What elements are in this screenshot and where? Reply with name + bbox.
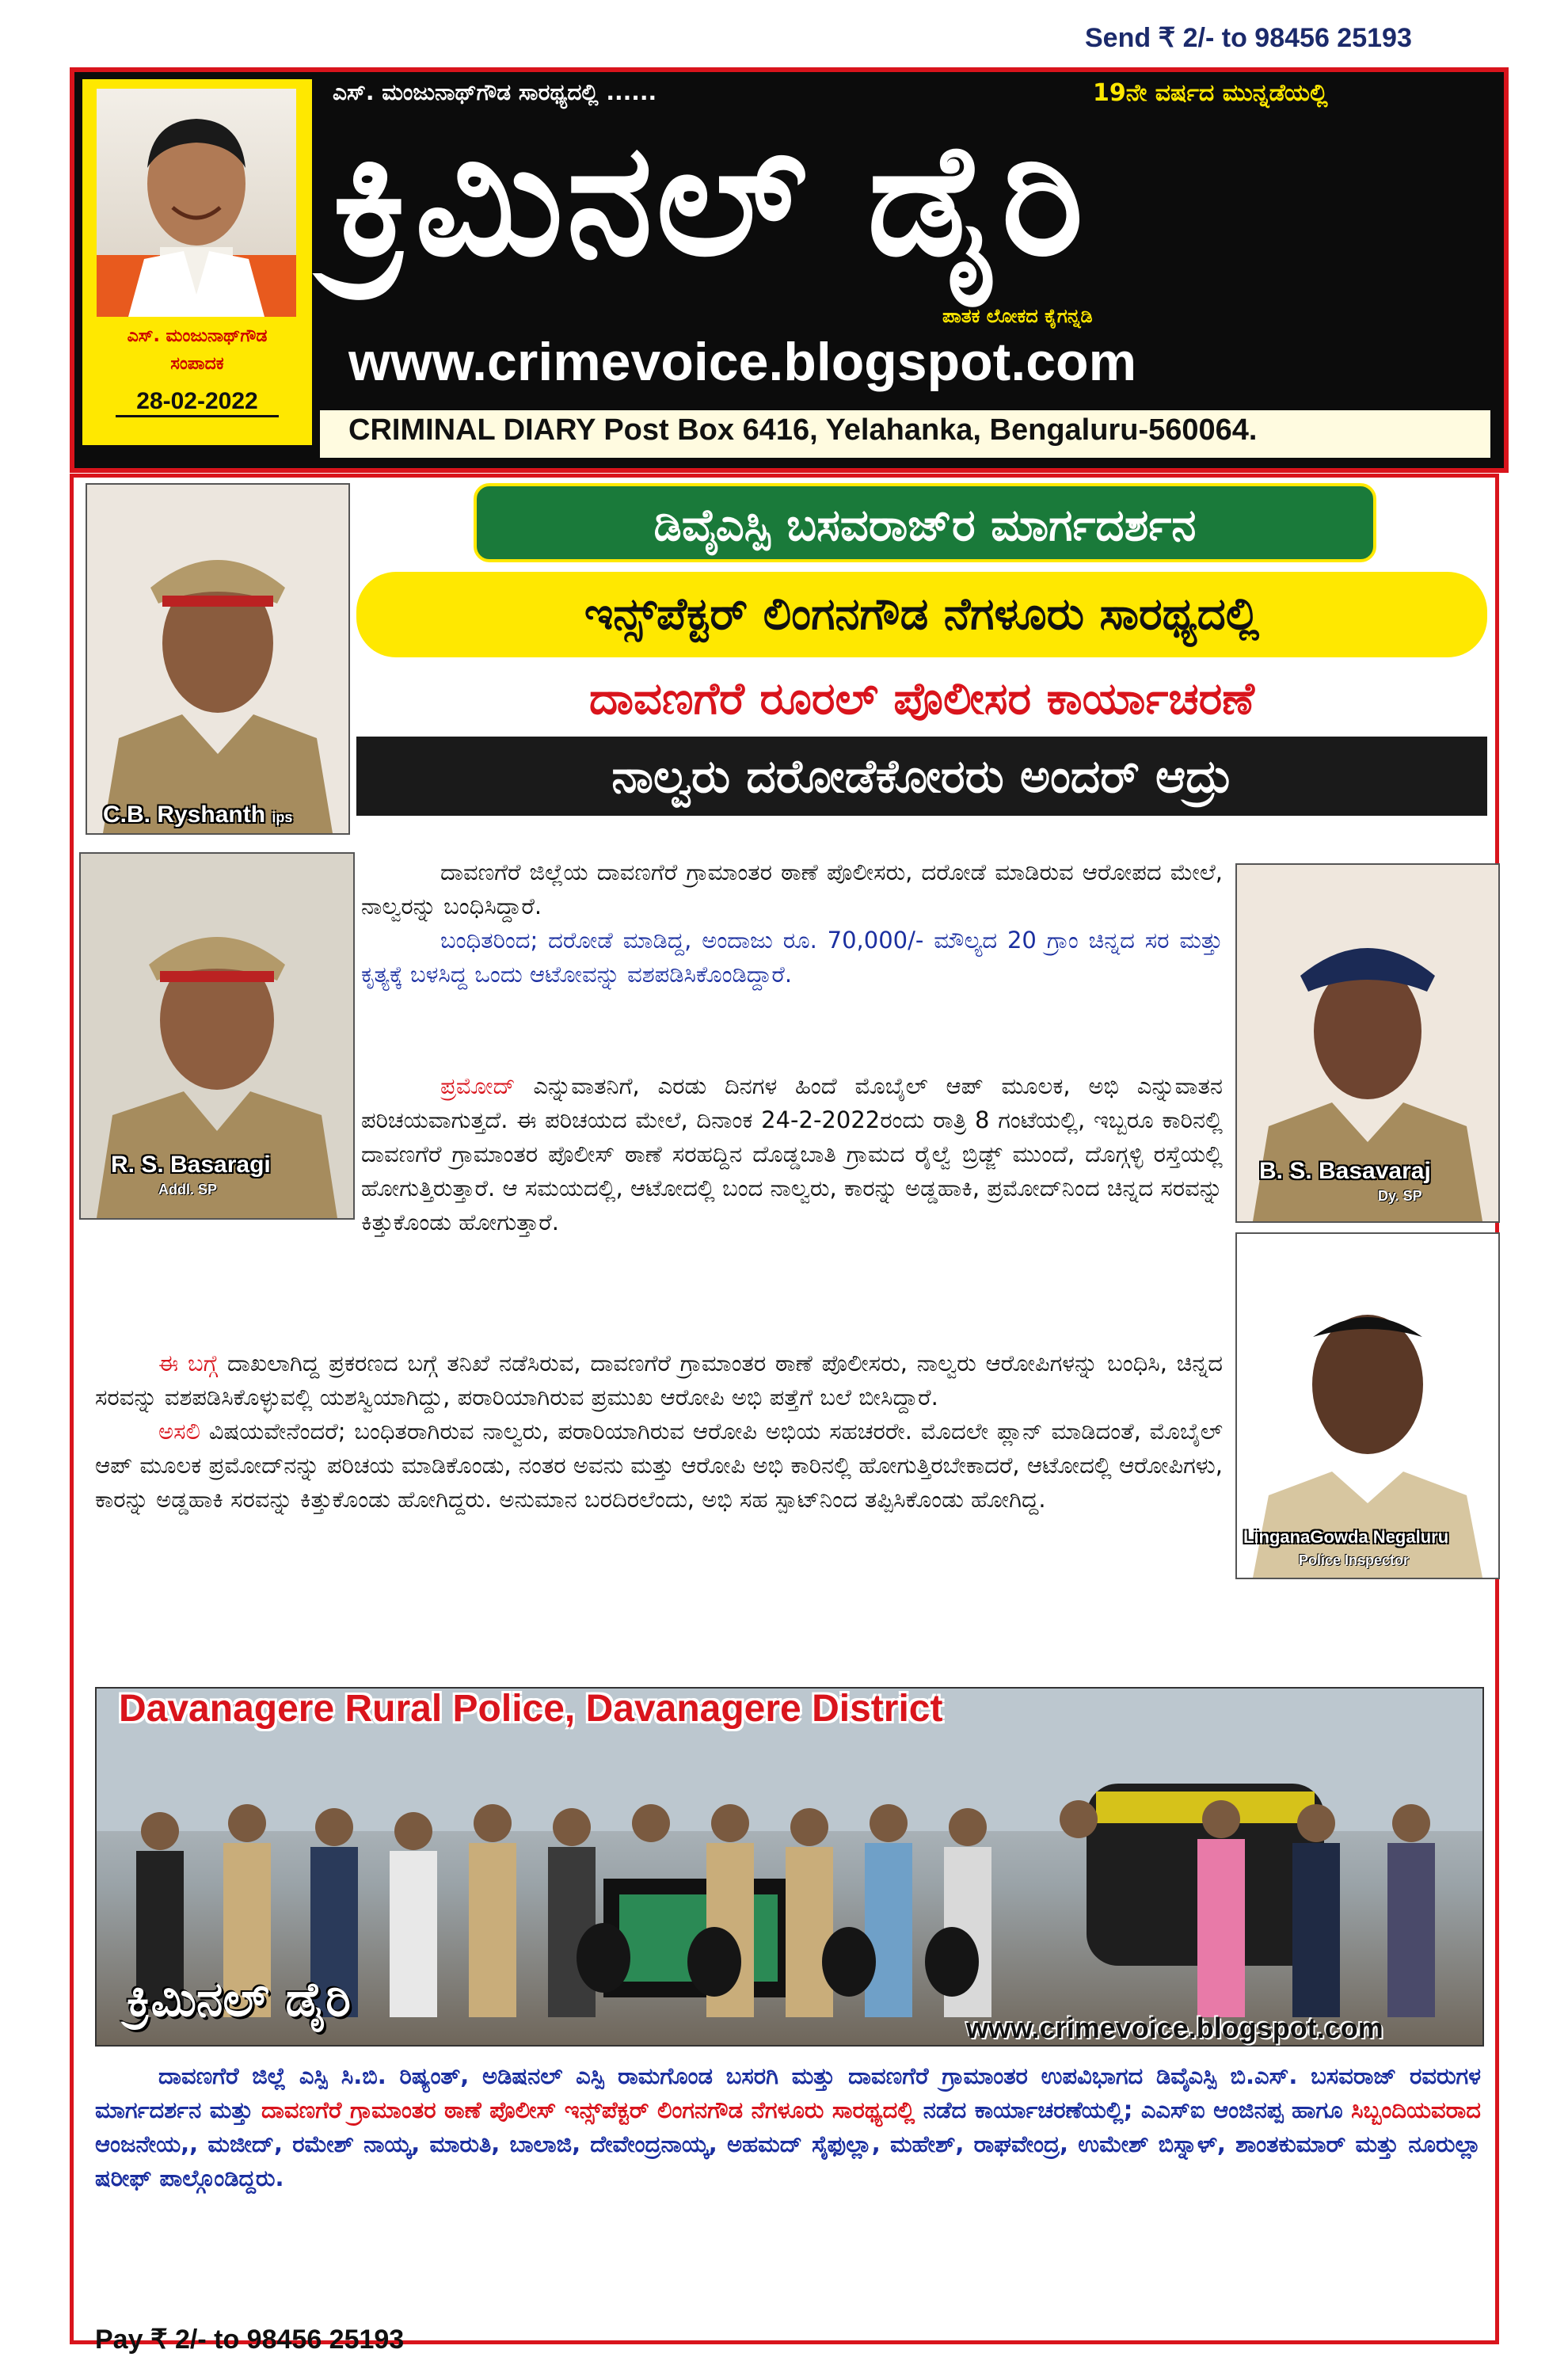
footer-part-4: ಸಿಬ್ಬಂದಿಯವರಾದ xyxy=(1351,2096,1481,2123)
photo-title-linganagowda: Police Inspector xyxy=(1299,1552,1410,1568)
masthead-tagline: ಪಾತಕ ಲೋಕದ ಕೈಗನ್ನಡಿ xyxy=(942,305,1093,327)
group-photo-title: Davanagere Rural Police, Davanagere District xyxy=(119,1688,943,1730)
masthead-subtitle-right: 19ನೇ ವರ್ಷದ ಮುನ್ನಡೆಯಲ್ಲಿ xyxy=(1093,79,1328,107)
photo-title-basaragi: Addl. SP xyxy=(158,1182,218,1198)
article-body-top xyxy=(361,855,1223,992)
article-paragraph-2: ಬಂಧಿತರಿಂದ; ದರೋಡೆ ಮಾಡಿದ್ದ, ಅಂದಾಜು ರೂ. 70,000/- ಮೌಲ್ಯದ 20 ಗ್ರಾಂ ಚಿನ್ನದ ಸರ ಮತ್ತು ಕೃತ್ಯಕ್ಕೆ ಬಳಸಿದ್ದ ಒಂದು ಆಟೋವನ್ನು ವಶಪಡಿಸಿಕೊಂಡಿದ್ದಾರೆ. xyxy=(361,927,1223,988)
headline-dysp-guidance: ಡಿವೈಎಸ್ಪಿ ಬಸವರಾಜ್‌ರ ಮಾರ್ಗದರ್ಶನ xyxy=(474,483,1376,562)
footer-credits xyxy=(95,2059,1481,2195)
issue-date: 28-02-2022 xyxy=(116,388,279,417)
article-paragraph-4 xyxy=(95,1346,1223,1415)
footer-part-3: ನಡೆದ ಕಾರ್ಯಾಚರಣೆಯಲ್ಲಿ; ಎಎಸ್‌ಐ ಆಂಜಿನಪ್ಪ ಹಾಗೂ xyxy=(915,2096,1352,2123)
paragraph-5-lead: ಅಸಲಿ xyxy=(158,1418,200,1445)
footer-part-2: ದಾವಣಗೆರೆ ಗ್ರಾಮಾಂತರ ಠಾಣೆ ಪೊಲೀಸ್ ಇನ್ಸ್‌ಪೆಕ್ಟರ್ ಲಿಂಗನಗೌಡ ನೆಗಳೂರು ಸಾರಥ್ಯದಲ್ಲಿ xyxy=(261,2096,915,2123)
editor-role: ಸಂಪಾದಕ xyxy=(170,354,224,374)
postal-address: CRIMINAL DIARY Post Box 6416, Yelahanka, Bengaluru-560064. xyxy=(348,413,1258,447)
paragraph-4-text: ದಾಖಲಾಗಿದ್ದ ಪ್ರಕರಣದ ಬಗ್ಗೆ ತನಿಖೆ ನಡೆಸಿರುವ, ದಾವಣಗೆರೆ ಗ್ರಾಮಾಂತರ ಠಾಣೆ ಪೊಲೀಸರು, ನಾಲ್ವರು ಆರೋಪಿಗಳನ್ನು ಬಂಧಿಸಿ, ಚಿನ್ನದ ಸರವನ್ನು ವಶಪಡಿಸಿಕೊಳ್ಳುವಲ್ಲಿ ಯಶಸ್ವಿಯಾಗಿದ್ದು, ಪರಾರಿಯಾಗಿರುವ ಪ್ರಮುಖ ಆರೋಪಿ ಅಭಿ ಪತ್ತೆಗೆ ಬಲೆ ಬೀಸಿದ್ದಾರೆ. xyxy=(95,1350,1223,1411)
paragraph-3-text: ಎನ್ನುವಾತನಿಗೆ, ಎರಡು ದಿನಗಳ ಹಿಂದೆ ಮೊಬೈಲ್ ಆಪ್ ಮೂಲಕ, ಅಭಿ ಎನ್ನುವಾತನ ಪರಿಚಯವಾಗುತ್ತದೆ. ಈ ಪರಿಚಯದ ಮೇಲೆ, ದಿನಾಂಕ 24-2-2022ರಂದು ರಾತ್ರಿ 8 ಗಂಟೆಯಲ್ಲಿ, ಇಬ್ಬರೂ ಕಾರಿನಲ್ಲಿ ದಾವಣಗೆರೆ ಗ್ರಾಮಾಂತರ ಪೊಲೀಸ್ ಠಾಣೆ ಸರಹದ್ದಿನ ದೊಡ್ಡಬಾತಿ ಗ್ರಾಮದ ರೈಲ್ವೆ ಬ್ರಿಡ್ಜ್ ಮುಂದೆ, ದೊಗ್ಗಳ್ಳಿ ರಸ್ತೆಯಲ್ಲಿ ಹೋಗುತ್ತಿರುತ್ತಾರೆ. ಆ ಸಮಯದಲ್ಲಿ, ಆಟೋದಲ್ಲಿ ಬಂದ ನಾಲ್ವರು, ಕಾರನ್ನು ಅಡ್ಡಹಾಕಿ, ಪ್ರಮೋದ್‌ನಿಂದ ಚಿನ್ನದ ಸರವನ್ನು ಕಿತ್ತುಕೊಂಡು ಹೋಗುತ್ತಾರೆ. xyxy=(361,1072,1223,1236)
paragraph-4-lead: ಈ ಬಗ್ಗೆ xyxy=(158,1350,219,1376)
paragraph-5-text: ವಿಷಯವೇನೆಂದರೆ; ಬಂಧಿತರಾಗಿರುವ ನಾಲ್ವರು, ಪರಾರಿಯಾಗಿರುವ ಆರೋಪಿ ಅಭಿಯ ಸಹಚರರೇ. ಮೊದಲೇ ಪ್ಲಾನ್ ಮಾಡಿದಂತೆ, ಮೊಬೈಲ್ ಆಪ್ ಮೂಲಕ ಪ್ರಮೋದ್‌ನನ್ನು ಪರಿಚಯ ಮಾಡಿಕೊಂಡು, ನಂತರ ಅವನು ಮತ್ತು ಆರೋಪಿ ಅಭಿ ಕಾರಿನಲ್ಲಿ ಹೋಗುತ್ತಿರಬೇಕಾದರೆ, ಆಟೋದಲ್ಲಿ ಆರೋಪಿಗಳು, ಕಾರನ್ನು ಅಡ್ಡಹಾಕಿ ಸರವನ್ನು ಕಿತ್ತುಕೊಂಡು ಹೋಗಿದ್ದರು. ಅನುಮಾನ ಬರದಿರಲೆಂದು, ಅಭಿ ಸಹ ಸ್ಪಾಟ್‌ನಿಂದ ತಪ್ಪಿಸಿಕೊಂಡು ಹೋಗಿದ್ದ. xyxy=(95,1418,1223,1513)
officer-photo-ryshanth xyxy=(86,483,350,835)
send-payment-line: Send ₹ 2/- to 98456 25193 xyxy=(1085,23,1412,53)
website-url[interactable]: www.crimevoice.blogspot.com xyxy=(348,332,1137,392)
headline-rural-police-operation: ದಾವಣಗೆರೆ ರೂರಲ್ ಪೊಲೀಸರ ಕಾರ್ಯಾಚರಣೆ xyxy=(589,673,1254,725)
photo-caption-basaragi: R. S. Basaragi xyxy=(111,1152,271,1178)
group-photo-brand: ಕ್ರಿಮಿನಲ್ ಡೈರಿ xyxy=(127,1972,351,2028)
headline-four-robbers-arrested: ನಾಲ್ವರು ದರೋಡೆಕೋರರು ಅಂದರ್ ಆದ್ರು xyxy=(356,737,1487,816)
paragraph-3-lead: ಪ್ರಮೋದ್ xyxy=(440,1072,516,1099)
headline-inspector-lead: ಇನ್ಸ್‌ಪೆಕ್ಟರ್ ಲಿಂಗನಗೌಡ ನೆಗಳೂರು ಸಾರಥ್ಯದಲ್ಲಿ xyxy=(356,572,1487,657)
footer-part-1: ದಾವಣಗೆರೆ ಜಿಲ್ಲೆ ಎಸ್ಪಿ ಸಿ.ಬಿ. ರಿಷ್ಯಂತ್, ಅಡಿಷನಲ್ ಎಸ್ಪಿ ರಾಮಗೊಂಡ ಬಸರಗಿ ಮತ್ತು ದಾವಣಗೆರೆ ಗ್ರಾಮಾಂತರ ಉಪವಿಭಾಗದ ಡಿವೈಎಸ್ಪಿ ಬಿ.ಎಸ್. ಬಸವರಾಜ್ ರವರುಗಳ ಮಾರ್ಗದರ್ಶನ ಮತ್ತು xyxy=(95,2062,1481,2123)
group-photo-url: www.crimevoice.blogspot.com xyxy=(966,2012,1383,2044)
pay-line: Pay ₹ 2/- to 98456 25193 xyxy=(95,2325,405,2355)
article-paragraph-1: ದಾವಣಗೆರೆ ಜಿಲ್ಲೆಯ ದಾವಣಗೆರೆ ಗ್ರಾಮಾಂತರ ಠಾಣೆ ಪೊಲೀಸರು, ದರೋಡೆ ಮಾಡಿರುವ ಆರೋಪದ ಮೇಲೆ, ನಾಲ್ವರನ್ನು ಬಂಧಿಸಿದ್ದಾರೆ. xyxy=(361,859,1223,920)
footer-part-5: ಆಂಜನೇಯ,, ಮಜೀದ್, ರಮೇಶ್ ನಾಯ್ಕ, ಮಾರುತಿ, ಬಾಲಾಜಿ, ದೇವೇಂದ್ರನಾಯ್ಕ, ಅಹಮದ್ ಸೈಫುಲ್ಲಾ, ಮಹೇಶ್, ರಾಘವೇಂದ್ರ, ಉಮೇಶ್ ಬಿಸ್ನಾಳ್, ಶಾಂತಕುಮಾರ್ ಮತ್ತು ನೂರುಲ್ಲಾ ಷರೀಫ್ ಪಾಲ್ಗೊಂಡಿದ್ದರು. xyxy=(95,2130,1481,2191)
article-paragraph-5 xyxy=(95,1415,1223,1517)
editor-name: ಎಸ್. ಮಂಜುನಾಥ್‌ಗೌಡ xyxy=(127,326,268,346)
photo-title-basavaraj: Dy. SP xyxy=(1378,1188,1422,1204)
newspaper-title: ಕ್ರಿಮಿನಲ್ ಡೈರಿ xyxy=(333,109,1087,291)
article-paragraph-3 xyxy=(361,1069,1223,1239)
masthead-subtitle-left: ಎಸ್. ಮಂಜುನಾಥ್‌ಗೌಡ ಸಾರಥ್ಯದಲ್ಲಿ ...... xyxy=(333,79,657,105)
footer-paragraph xyxy=(95,2059,1481,2195)
photo-caption-ryshanth: C.B. Ryshanth ips xyxy=(103,802,293,828)
editor-photo xyxy=(97,89,296,317)
photo-caption-linganagowda: LinganaGowda Negaluru xyxy=(1243,1527,1449,1547)
article-paragraph-3-block xyxy=(361,1069,1223,1239)
article-body-lower xyxy=(95,1346,1223,1517)
photo-caption-basavaraj: B. S. Basavaraj xyxy=(1259,1158,1431,1184)
